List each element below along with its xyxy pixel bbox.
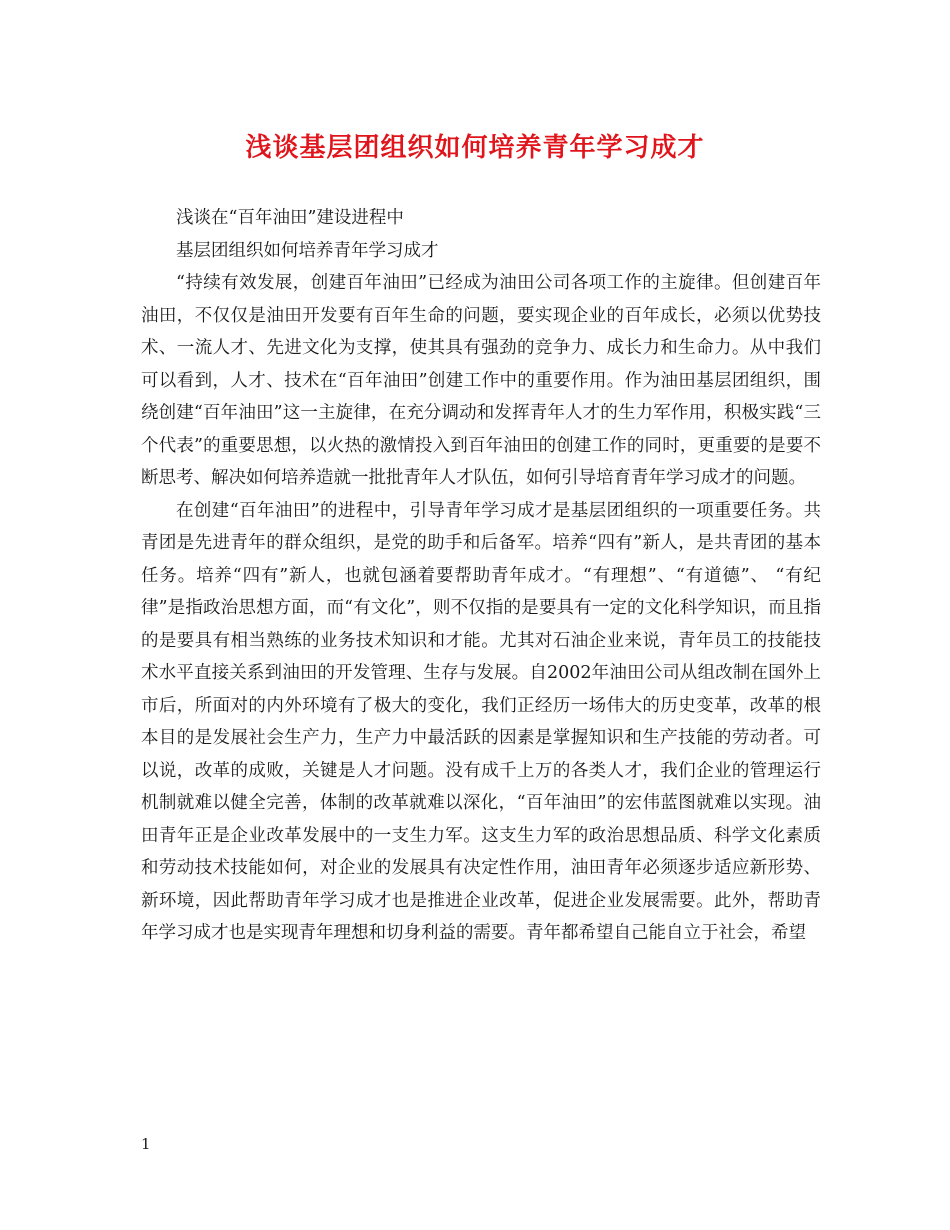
body-paragraph: “持续有效发展，创建百年油田”已经成为油田公司各项工作的主旋律。但创建百年油田，不仅仅是油田开发要有百年生命的问题，要实现企业的百年成长，必须以优势技术、一流人才、先进文化为支撑，使其具有强劲的竞争力、成长力和生命力。从中我们可以看到，人才、技术在“百年油田”创建工作中的重要作用。作为油田基层团组织，围绕创建“百年油田”这一主旋律，在充分调动和发挥青年人才的生力军作用，积极实践“三个代表”的重要思想，以火热的激情投入到百年油田的创建工作的同时，更重要的是要不断思考、解决如何培养造就一批批青年人才队伍，如何引导培育青年学习成才的问题。 <box>141 273 821 488</box>
subtitle-line-1: 浅谈在“百年油田”建设进程中 <box>176 208 404 228</box>
page-number: 1 <box>141 1135 151 1153</box>
subtitle-line-2: 基层团组织如何培养青年学习成才 <box>176 240 439 261</box>
body-paragraph: 在创建“百年油田”的进程中，引导青年学习成才是基层团组织的一项重要任务。共青团是先进青年的群众组织，是党的助手和后备军。培养“四有”新人，是共青团的基本任务。培养“四有”新人，也就包涵着要帮助青年成才。“有理想”、“有道德”、 “有纪律”是指政治思想方面，而“有文化”，则不仅指的是要具有一定的文化科学知识，而且指的是要具有相当熟练的业务技术知识和才能。尤其对石油企业来说，青年员工的技能技术水平直接关系到油田的开发管理、生存与发展。自2002年油田公司从组改制在国外上市后，所面对的内外环境有了极大的变化，我们正经历一场伟大的历史变革，改革的根本目的是发展社会生产力，生产力中最活跃的因素是掌握知识和生产技能的劳动者。可以说，改革的成败，关键是人才问题。没有成千上万的各类人才，我们企业的管理运行机制就难以健全完善，体制的改革就难以深化，“百年油田”的宏伟蓝图就难以实现。油田青年正是企业改革发展中的一支生力军。这支生力军的政治思想品质、科学文化素质和劳动技术技能如何，对企业的发展具有决定性作用，油田青年必须逐步适应新形势、新环境，因此帮助青年学习成才也是推进企业改革，促进企业发展需要。此外，帮助青年学习成才也是实现青年理想和切身利益的需要。青年都希望自己能自立于社会，希望 <box>141 500 821 943</box>
document-body <box>141 202 821 950</box>
document-title: 浅谈基层团组织如何培养青年学习成才 <box>245 133 705 163</box>
